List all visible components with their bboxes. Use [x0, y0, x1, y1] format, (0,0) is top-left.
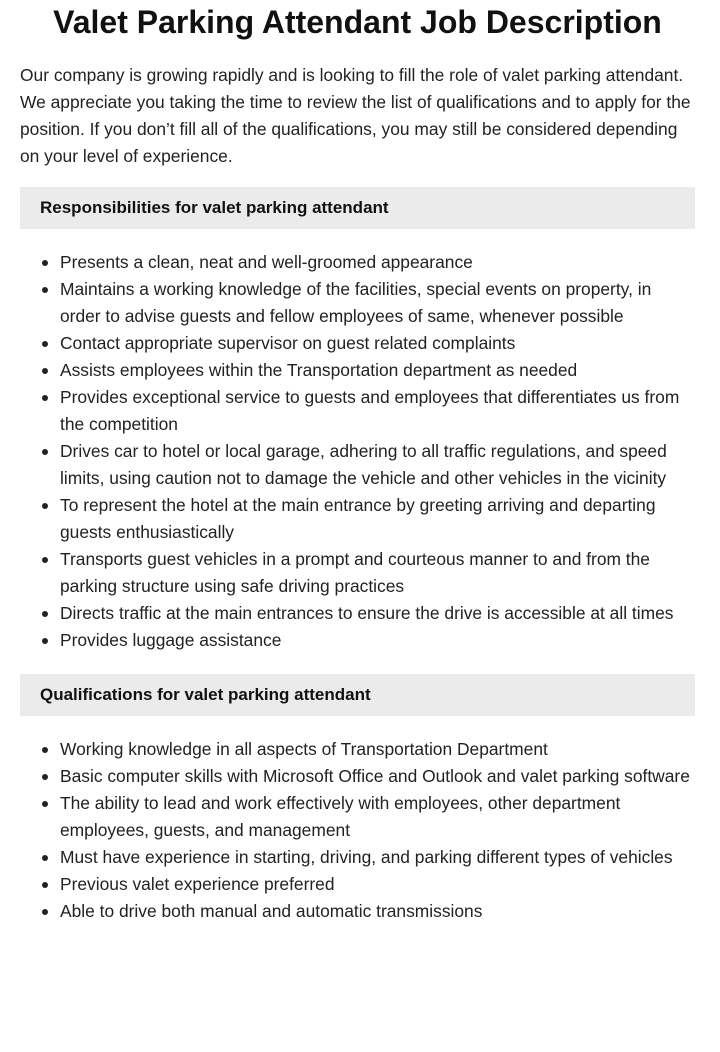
- responsibilities-list: [20, 249, 695, 654]
- list-item: Able to drive both manual and automatic transmissions: [20, 898, 695, 925]
- list-item: Transports guest vehicles in a prompt and courteous manner to and from the parking structure using safe driving practices: [20, 546, 695, 600]
- list-item: Working knowledge in all aspects of Transportation Department: [20, 736, 695, 763]
- list-item: Provides exceptional service to guests and employees that differentiates us from the competition: [20, 384, 695, 438]
- list-item: To represent the hotel at the main entrance by greeting arriving and departing guests enthusiastically: [20, 492, 695, 546]
- list-item: Must have experience in starting, driving, and parking different types of vehicles: [20, 844, 695, 871]
- qualifications-heading: Qualifications for valet parking attendant: [20, 674, 695, 716]
- list-item: Directs traffic at the main entrances to ensure the drive is accessible at all times: [20, 600, 695, 627]
- list-item: Previous valet experience preferred: [20, 871, 695, 898]
- responsibilities-heading: Responsibilities for valet parking attendant: [20, 187, 695, 229]
- list-item: Assists employees within the Transportation department as needed: [20, 357, 695, 384]
- list-item: The ability to lead and work effectively with employees, other department employees, guests, and management: [20, 790, 695, 844]
- list-item: Contact appropriate supervisor on guest related complaints: [20, 330, 695, 357]
- list-item: Presents a clean, neat and well-groomed appearance: [20, 249, 695, 276]
- page-title: Valet Parking Attendant Job Description: [53, 4, 662, 40]
- intro-paragraph: Our company is growing rapidly and is looking to fill the role of valet parking attendant. We appreciate you taking the time to review the list of qualifications and to apply for the position. If you don’t fill all of the qualifications, you may still be considered depending on your level of experience.: [20, 65, 691, 166]
- list-item: Basic computer skills with Microsoft Office and Outlook and valet parking software: [20, 763, 695, 790]
- list-item: Maintains a working knowledge of the facilities, special events on property, in order to advise guests and fellow employees of same, whenever possible: [20, 276, 695, 330]
- list-item: Provides luggage assistance: [20, 627, 695, 654]
- qualifications-list: [20, 736, 695, 925]
- list-item: Drives car to hotel or local garage, adhering to all traffic regulations, and speed limits, using caution not to damage the vehicle and other vehicles in the vicinity: [20, 438, 695, 492]
